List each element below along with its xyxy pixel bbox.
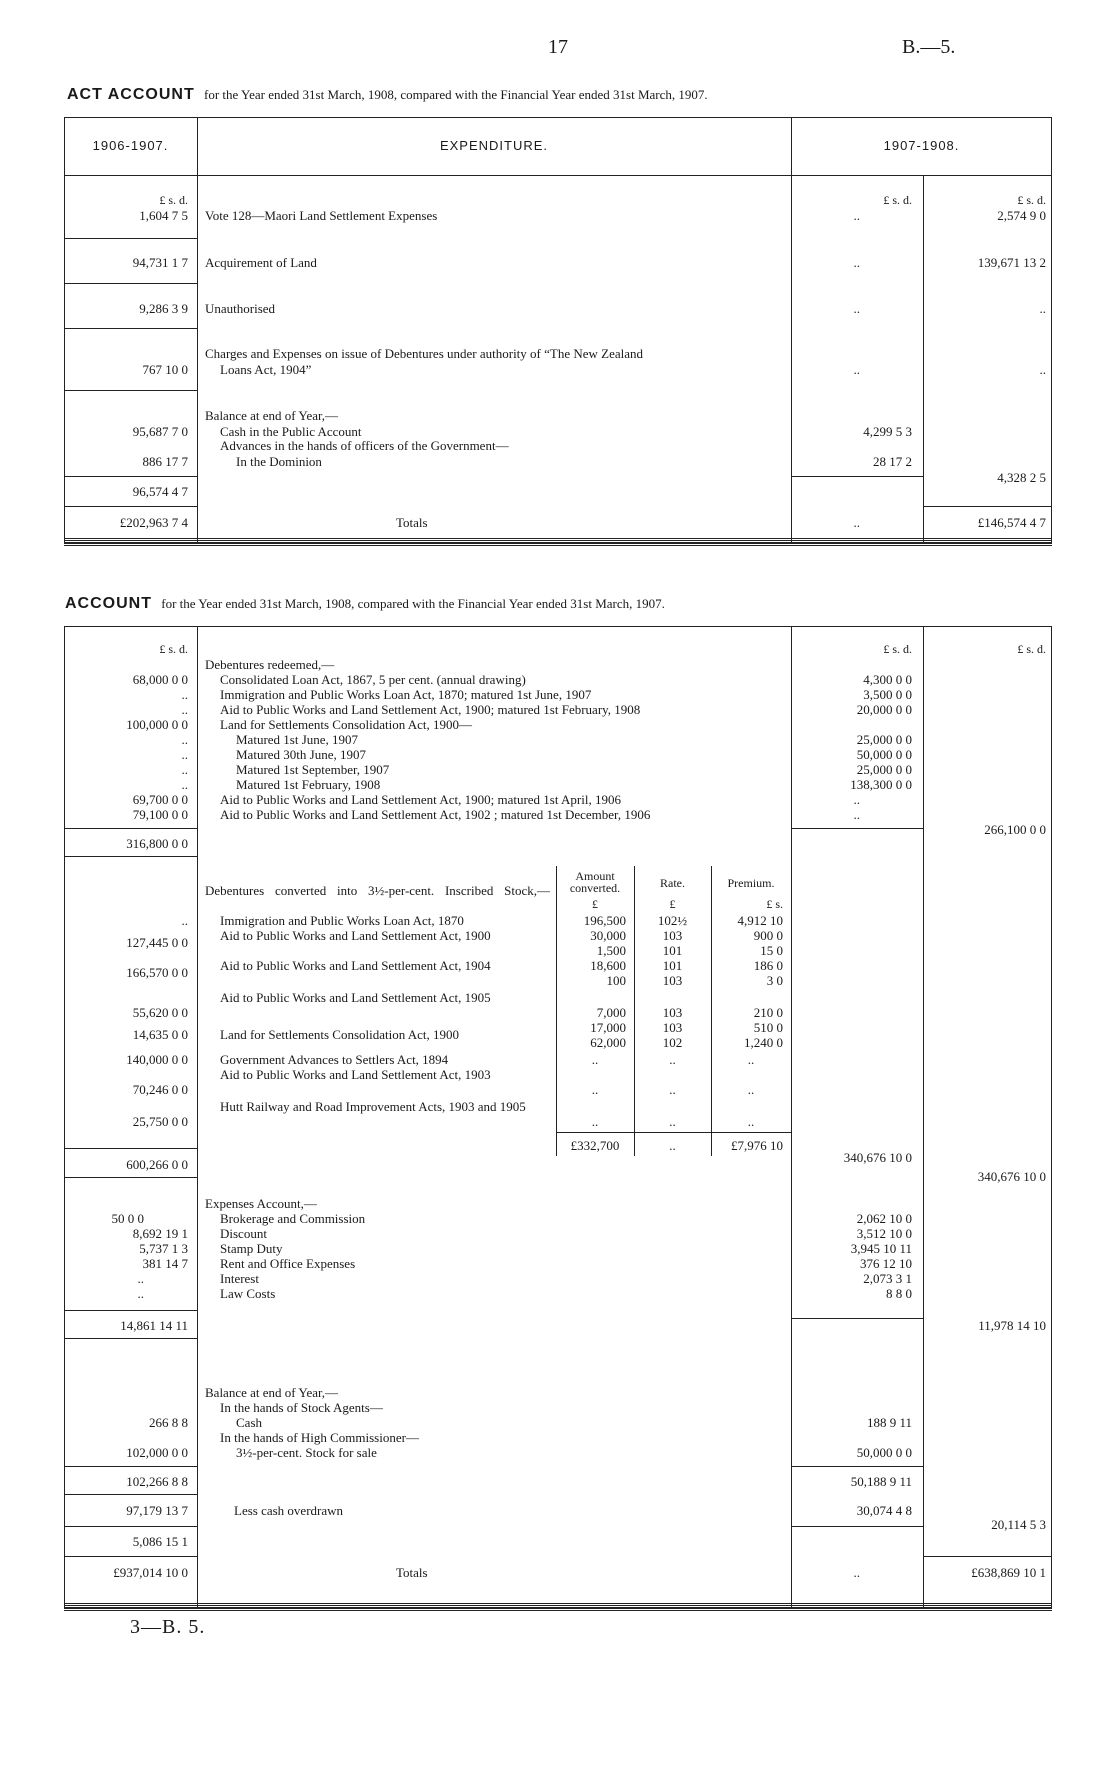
converted-total-rate: .. [669, 1138, 676, 1153]
table2-less-label: Less cash overdrawn [234, 1503, 344, 1518]
converted-row-amount: 7,000 [596, 1005, 626, 1020]
table2-cash-label: Cash [236, 1415, 262, 1430]
table2-unit-c2: £ s. d. [1017, 642, 1046, 656]
table1-row-prev: 767 10 0 [142, 362, 188, 377]
redeemed-row-c1: 25,000 0 0 [856, 732, 912, 747]
table2-title-bold: ACCOUNT [65, 595, 152, 612]
expenses-row-desc: Stamp Duty [220, 1241, 283, 1256]
expenses-row-desc: Rent and Office Expenses [220, 1256, 356, 1271]
expenses-row-prev: 8,692 19 1 [132, 1226, 188, 1241]
converted-row-amount: .. [591, 1114, 599, 1129]
redeemed-row-desc: Aid to Public Works and Land Settlement Act, 1900; matured 1st April, 1906 [220, 792, 621, 807]
converted-unit-rate: £ [669, 897, 676, 911]
expenses-row-c1: 2,073 3 1 [863, 1271, 912, 1286]
converted-row-prev: 55,620 0 0 [132, 1005, 188, 1020]
expenses-row-c1: 3,945 10 11 [850, 1241, 912, 1256]
table1-row-c1: .. [853, 362, 860, 377]
converted-row-rate: .. [669, 1082, 676, 1097]
redeemed-row-prev: 68,000 0 0 [132, 672, 188, 687]
expenses-heading: Expenses Account,— [205, 1196, 317, 1211]
redeemed-row-desc: Matured 1st February, 1908 [236, 777, 381, 792]
footer-signature: 3—B. 5. [130, 1616, 206, 1638]
table1-col-curr: 1907-1908. [883, 138, 960, 153]
converted-row-rate: 101 [662, 958, 683, 973]
table2-net-c2: 20,114 5 3 [991, 1517, 1046, 1532]
redeemed-row-desc: Land for Settlements Consolidation Act, 1900— [220, 717, 473, 732]
converted-row-desc: Aid to Public Works and Land Settlement Act, 1903 [220, 1067, 491, 1082]
redeemed-row-c1: 4,300 0 0 [863, 672, 912, 687]
expenses-row-desc: Discount [220, 1226, 267, 1241]
table2-totals-c1: .. [853, 1565, 860, 1580]
converted-row-amount: 17,000 [590, 1020, 626, 1035]
paper-reference: B.—5. [902, 36, 956, 58]
expenses-row-c1: 8 8 0 [886, 1286, 912, 1301]
table1-row-c2: 139,671 13 2 [977, 255, 1046, 270]
table1-col-prev: 1906-1907. [92, 138, 169, 153]
expenses-sum-c2: 11,978 14 10 [978, 1318, 1046, 1333]
converted-row-rate: .. [669, 1114, 676, 1129]
table2-net-prev: 5,086 15 1 [132, 1534, 188, 1549]
table1-balance-sum-c2: 4,328 2 5 [997, 470, 1046, 485]
converted-row-premium: 186 0 [753, 958, 783, 973]
stock-agents-label: In the hands of Stock Agents— [220, 1400, 383, 1415]
converted-unit-amount: £ [592, 897, 598, 911]
converted-row-rate: 103 [662, 928, 683, 943]
redeemed-row-c1: 25,000 0 0 [856, 762, 912, 777]
expenses-row-prev: 381 14 7 [142, 1256, 188, 1271]
table1-advances-label: Advances in the hands of officers of the Government— [220, 438, 509, 453]
table1-row-prev: 94,731 1 7 [132, 255, 188, 270]
table2-less-c1: 30,074 4 8 [856, 1503, 912, 1518]
converted-row-rate: 103 [662, 1005, 683, 1020]
expenses-row-desc: Brokerage and Commission [220, 1211, 366, 1226]
expenses-row-c1: 376 12 10 [860, 1256, 912, 1271]
converted-row-prev: 140,000 0 0 [126, 1052, 188, 1067]
table1-row-desc: Unauthorised [205, 301, 276, 316]
converted-row-rate: 103 [662, 1020, 683, 1035]
table2-subtotal-prev: 102,266 8 8 [126, 1474, 188, 1489]
table2-subtotal-c1: 50,188 9 11 [850, 1474, 912, 1489]
redeemed-row-desc: Aid to Public Works and Land Settlement Act, 1900; matured 1st February, 1908 [220, 702, 641, 717]
converted-row-amount-2: 62,000 [590, 1035, 626, 1050]
table1-title-rest: for the Year ended 31st March, 1908, compared with the Financial Year ended 31st March, 1907. [203, 87, 708, 102]
redeemed-row-desc: Matured 1st September, 1907 [236, 762, 390, 777]
table1-row-desc: Acquirement of Land [205, 255, 317, 270]
table1-dominion-c1: 28 17 2 [873, 454, 912, 469]
converted-unit-premium: £ s. [766, 897, 783, 911]
table1-title-bold: ACT ACCOUNT [67, 86, 195, 103]
redeemed-row-desc: Matured 30th June, 1907 [236, 747, 366, 762]
table2-unit-prev: £ s. d. [159, 642, 188, 656]
table2-totals-label: Totals [396, 1565, 428, 1580]
converted-col-amount: Amount converted. [569, 869, 621, 895]
converted-row-desc: Land for Settlements Consolidation Act, 1900 [220, 1027, 460, 1042]
table2-stock-prev: 102,000 0 0 [126, 1445, 188, 1460]
converted-row-rate-2: 102 [662, 1035, 683, 1050]
converted-row-amount: 18,600 [590, 958, 626, 973]
converted-total-amount: £332,700 [570, 1138, 620, 1153]
expenses-row-c1: 3,512 10 0 [856, 1226, 912, 1241]
expenses-row-desc: Law Costs [220, 1286, 276, 1301]
redeemed-row-prev: .. [181, 687, 188, 702]
table1-totals-c2: £146,574 4 7 [977, 515, 1046, 530]
expenses-row-prev: 50 0 0 [111, 1211, 144, 1226]
converted-row-desc: Aid to Public Works and Land Settlement Act, 1900 [220, 928, 491, 943]
converted-row-amount: .. [591, 1082, 599, 1097]
table1-balance-heading: Balance at end of Year,— [205, 408, 339, 423]
expenses-sum-prev: 14,861 14 11 [120, 1318, 188, 1333]
table2-stock-c1: 50,000 0 0 [856, 1445, 912, 1460]
table1-totals-c1: .. [853, 515, 860, 530]
table1-row-prev: 1,604 7 5 [139, 208, 188, 223]
redeemed-row-prev: .. [181, 747, 188, 762]
expenses-row-desc: Interest [220, 1271, 259, 1286]
page-number: 17 [548, 36, 568, 58]
table1-totals-label: Totals [396, 515, 428, 530]
table1-dominion-label: In the Dominion [236, 454, 322, 469]
converted-row-premium: 510 0 [753, 1020, 783, 1035]
converted-sum-c2: 340,676 10 0 [977, 1169, 1046, 1184]
table2-cash-c1: 188 9 11 [866, 1415, 912, 1430]
converted-row-premium: .. [747, 1082, 755, 1097]
converted-row-desc: Government Advances to Settlers Act, 1894 [220, 1052, 449, 1067]
table2-title-rest: for the Year ended 31st March, 1908, compared with the Financial Year ended 31st March, 1907. [161, 596, 665, 611]
redeemed-row-c1: 50,000 0 0 [856, 747, 912, 762]
converted-row-prev: 25,750 0 0 [132, 1114, 188, 1129]
high-commissioner-label: In the hands of High Commissioner— [220, 1430, 419, 1445]
table1-row-prev: 9,286 3 9 [139, 301, 188, 316]
converted-row-prev: .. [181, 913, 188, 928]
redeemed-row-prev: .. [181, 762, 188, 777]
table1-row-desc: Vote 128—Maori Land Settlement Expenses [205, 208, 438, 223]
converted-heading: Debentures converted into 3½-per-cent. Inscribed Stock,— [205, 883, 550, 898]
table2-totals-c2: £638,869 10 1 [971, 1565, 1046, 1580]
table1-unit-c2: £ s. d. [1017, 193, 1046, 207]
redeemed-heading: Debentures redeemed,— [205, 657, 335, 672]
redeemed-row-prev: .. [181, 732, 188, 747]
converted-row-prev: 14,635 0 0 [132, 1027, 188, 1042]
table2-less-prev: 97,179 13 7 [126, 1503, 188, 1518]
redeemed-row-c1: 3,500 0 0 [863, 687, 912, 702]
table1-dominion-prev: 886 17 7 [142, 454, 188, 469]
converted-row-desc: Aid to Public Works and Land Settlement Act, 1904 [220, 958, 491, 973]
table1-unit-c1: £ s. d. [883, 193, 912, 207]
converted-row-prev: 166,570 0 0 [126, 965, 188, 980]
converted-row-prev: 70,246 0 0 [132, 1082, 188, 1097]
redeemed-row-prev: .. [181, 702, 188, 717]
redeemed-row-prev: .. [181, 777, 188, 792]
converted-row-premium: 4,912 10 [737, 913, 783, 928]
table1-row-c2: .. [1039, 362, 1046, 377]
converted-row-prev: 127,445 0 0 [126, 935, 188, 950]
expenses-row-c1: 2,062 10 0 [856, 1211, 912, 1226]
table1-cash-label: Cash in the Public Account [220, 424, 362, 439]
converted-row-premium-2: 1,240 0 [744, 1035, 783, 1050]
converted-row-rate: 102½ [657, 913, 688, 928]
converted-row-desc: Hutt Railway and Road Improvement Acts, 1903 and 1905 [220, 1099, 526, 1114]
converted-row-desc: Immigration and Public Works Loan Act, 1870 [220, 913, 464, 928]
converted-col-rate: Rate. [660, 876, 685, 890]
converted-row-amount: 196,500 [583, 913, 626, 928]
converted-row-amount-2: 1,500 [596, 943, 626, 958]
table2-cash-prev: 266 8 8 [149, 1415, 188, 1430]
converted-row-amount-2: 100 [606, 973, 626, 988]
redeemed-row-desc: Immigration and Public Works Loan Act, 1870; matured 1st June, 1907 [220, 687, 592, 702]
expenses-row-prev: .. [137, 1271, 144, 1286]
table2-title [65, 595, 665, 613]
converted-row-amount: 30,000 [590, 928, 626, 943]
table1-cash-prev: 95,687 7 0 [132, 424, 188, 439]
converted-row-premium-2: 3 0 [766, 973, 783, 988]
redeemed-row-c1: .. [853, 807, 860, 822]
expenses-row-prev: 5,737 1 3 [139, 1241, 188, 1256]
table1-row-c1: .. [853, 208, 860, 223]
table1-row-desc: Charges and Expenses on issue of Debentures under authority of “The New Zealand [205, 346, 644, 361]
expenses-row-prev: .. [137, 1286, 144, 1301]
table1-row-c1: .. [853, 301, 860, 316]
table1-cash-c1: 4,299 5 3 [863, 424, 912, 439]
converted-row-premium-2: 15 0 [760, 943, 783, 958]
converted-row-desc: Aid to Public Works and Land Settlement Act, 1905 [220, 990, 491, 1005]
converted-row-premium: .. [747, 1114, 755, 1129]
redeemed-row-desc: Matured 1st June, 1907 [236, 732, 359, 747]
table2-unit-c1: £ s. d. [883, 642, 912, 656]
redeemed-row-c1: 138,300 0 0 [850, 777, 912, 792]
table2-balance-heading: Balance at end of Year,— [205, 1385, 339, 1400]
table2-stock-label: 3½-per-cent. Stock for sale [236, 1445, 377, 1460]
table1-col-mid: EXPENDITURE. [439, 138, 549, 153]
redeemed-row-c1: 20,000 0 0 [856, 702, 912, 717]
converted-total-premium: £7,976 10 [731, 1138, 783, 1153]
table1-row-c2: 2,574 9 0 [997, 208, 1046, 223]
redeemed-row-prev: 69,700 0 0 [132, 792, 188, 807]
converted-sum-c1: 340,676 10 0 [843, 1150, 912, 1165]
converted-row-rate-2: 103 [662, 973, 683, 988]
redeemed-row-desc: Aid to Public Works and Land Settlement Act, 1902 ; matured 1st December, 1906 [220, 807, 651, 822]
converted-sum-prev: 600,266 0 0 [126, 1157, 188, 1172]
redeemed-sum-prev: 316,800 0 0 [126, 836, 188, 851]
table2-totals-prev: £937,014 10 0 [113, 1565, 188, 1580]
converted-row-premium: .. [747, 1052, 755, 1067]
redeemed-row-prev: 79,100 0 0 [132, 807, 188, 822]
table1-row-desc-cont: Loans Act, 1904” [220, 362, 312, 377]
converted-row-amount: .. [591, 1052, 599, 1067]
table1-title [67, 86, 708, 104]
converted-row-premium: 210 0 [753, 1005, 783, 1020]
table1-row-c2: .. [1039, 301, 1046, 316]
converted-row-rate: .. [669, 1052, 676, 1067]
table1-totals-prev: £202,963 7 4 [119, 515, 188, 530]
converted-row-rate-2: 101 [662, 943, 683, 958]
converted-col-premium: Premium. [727, 876, 775, 890]
redeemed-row-c1: .. [853, 792, 860, 807]
redeemed-row-prev: 100,000 0 0 [126, 717, 188, 732]
table1-unit-prev: £ s. d. [159, 193, 188, 207]
table1-row-c1: .. [853, 255, 860, 270]
redeemed-sum-c2: 266,100 0 0 [984, 822, 1046, 837]
table1-balance-sum-prev: 96,574 4 7 [132, 484, 188, 499]
converted-row-premium: 900 0 [753, 928, 783, 943]
redeemed-row-desc: Consolidated Loan Act, 1867, 5 per cent. (annual drawing) [220, 672, 526, 687]
